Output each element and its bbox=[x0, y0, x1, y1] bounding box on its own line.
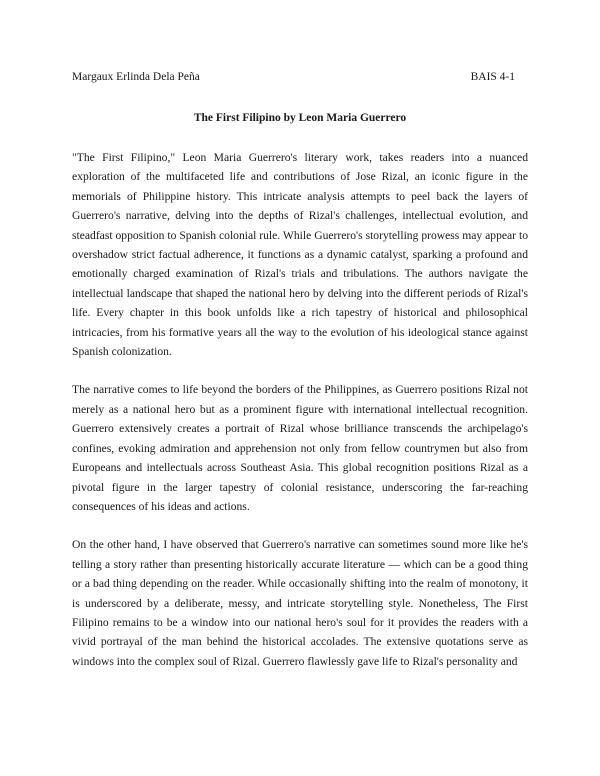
document-body bbox=[72, 148, 528, 690]
paragraph-2: The narrative comes to life beyond the borders of the Philippines, as Guerrero positions Rizal not merely as a national hero but as a prominent figure with international intellectual recognition. Guerrero extensively creates a portrait of Rizal whose brilliance transcends the archipelago's confines, evoking admiration and apprehension not only from fellow countrymen but also from Europeans and intellectuals across Southeast Asia. This global recognition positions Rizal as a pivotal figure in the larger tapestry of colonial resistance, underscoring the far-reaching consequences of his ideas and actions. bbox=[72, 383, 528, 513]
class-section: BAIS 4-1 bbox=[470, 71, 515, 83]
author-name: Margaux Erlinda Dela Peña bbox=[72, 71, 200, 83]
paragraph-1: "The First Filipino," Leon Maria Guerrero's literary work, takes readers into a nuanced exploration of the multifaceted life and contributions of Jose Rizal, an iconic figure in the memorials of Philippine history. This intricate analysis attempts to peel back the layers of Guerrero's narrative, delving into the depths of Rizal's challenges, intellectual evolution, and steadfast opposition to Spanish colonial rule. While Guerrero's storytelling prowess may appear to overshadow strict factual adherence, it functions as a dynamic catalyst, sparking a profound and emotionally charged examination of Rizal's trials and tribulations. The authors navigate the intellectual landscape that shaped the national hero by delving into the different periods of Rizal's life. Every chapter in this book unfolds like a rich tapestry of historical and philosophical intricacies, from his formative years all the way to the evolution of his ideological stance against Spanish colonization. bbox=[72, 151, 528, 359]
document-header bbox=[72, 69, 515, 85]
document-title: The First Filipino by Leon Maria Guerrero bbox=[193, 112, 407, 124]
paragraph-3: On the other hand, I have observed that Guerrero's narrative can sometimes sound more like he's telling a story rather than presenting historically accurate literature — which can be a good thing or a bad thing depending on the reader. While occasionally shifting into the realm of monotony, it is underscored by a deliberate, messy, and intricate storytelling style. Nonetheless, The First Filipino remains to be a window into our national hero's soul for it provides the readers with a vivid portrayal of the man behind the historical accolades. The extensive quotations serve as windows into the complex soul of Rizal. Guerrero flawlessly gave life to Rizal's personality and bbox=[72, 538, 528, 668]
